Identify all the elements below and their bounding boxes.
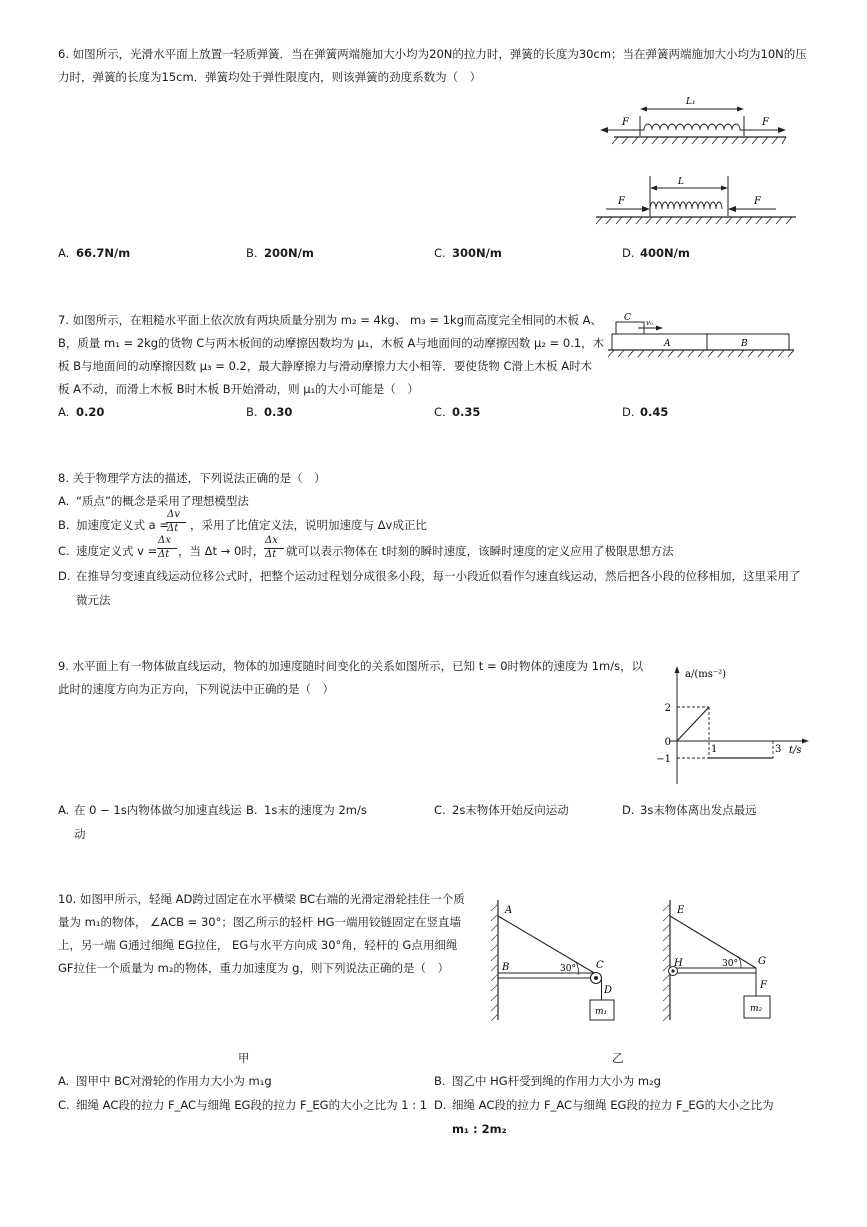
q9-ytick-2: −1 (656, 754, 671, 765)
q8-option-c-mid: ，当 Δt → 0时， (178, 544, 265, 558)
q6-fig-F2-left: F (618, 196, 625, 207)
q6-option-a: 66.7N/m (76, 246, 131, 260)
q7-option-c: 0.35 (452, 405, 481, 419)
q8-option-d-letter: D. (58, 569, 71, 583)
q10-option-a-letter: A. (58, 1074, 70, 1088)
q10-yi-H: H (674, 958, 683, 969)
q7-option-a: 0.20 (76, 405, 105, 419)
q7-stem-line1: 7. 如图所示，在粗糙水平面上依次放有两块质量分别为 m₂ = 4kg、 m₃ = 1kg而高度完全相同的木板 A、 (58, 313, 603, 327)
q9-option-a: 在 0 − 1s内物体做匀加速直线运 (74, 803, 242, 817)
q8-option-b-pre: 加速度定义式 a = (76, 518, 169, 532)
q6-stem-line2: 力时，弹簧的长度为15cm．弹簧均处于弹性限度内，则该弹簧的劲度系数为（ ） (58, 70, 482, 84)
q6-option-d-letter: D. (622, 246, 635, 260)
q10-yi-G: G (758, 956, 766, 967)
q9-ytick-0: 2 (664, 703, 671, 714)
q6-stem-line1: 6. 如图所示，光滑水平面上放置一轻质弹簧．当在弹簧两端施加大小均为20N的拉力时，弹簧的长度为30cm；当在弹簧两端施加大小均为10N的压 (58, 47, 807, 61)
q9-option-a-cont: 动 (74, 827, 86, 841)
q6-option-d: 400N/m (640, 246, 690, 260)
q8-option-c-frac-num: Δx (158, 535, 171, 546)
q7-option-a-letter: A. (58, 405, 70, 419)
q9-option-d: 3s末物体离出发点最远 (640, 803, 757, 817)
q8-option-c-frac2-num: Δx (265, 535, 278, 546)
q7-option-d: 0.45 (640, 405, 669, 419)
q10-option-b-letter: B. (434, 1074, 446, 1088)
q8-option-b-letter: B. (58, 518, 70, 532)
q10-option-c: 细绳 AC段的拉力 F_AC与细绳 EG段的拉力 F_EG的大小之比为 1 : 1 (76, 1098, 428, 1112)
q9-option-c-letter: C. (434, 803, 446, 817)
q10-jia-mass: m₁ (595, 1007, 608, 1017)
q10-option-c-letter: C. (58, 1098, 70, 1112)
q10-stem-line4: GF拉住一个质量为 m₂的物体，重力加速度为 g，则下列说法正确的是（ ） (58, 961, 449, 975)
q9-xtick-1: 1 (711, 744, 718, 755)
q7-stem-line4: 板 A不动，而滑上木板 B时木板 B开始滑动，则 μ₁的大小可能是（ ） (58, 382, 419, 396)
q9-chart-marks (677, 707, 773, 758)
q10-yi-F: F (760, 980, 767, 991)
q7-board-figure (608, 312, 798, 362)
q7-option-b: 0.30 (264, 405, 293, 419)
q6-fig-F-left: F (622, 117, 629, 128)
q10-fig-yi (660, 896, 800, 1026)
q6-fig-L: L (678, 177, 684, 187)
q9-chart-x-arrow (802, 739, 809, 744)
q9-option-d-letter: D. (622, 803, 635, 817)
q10-option-a: 图甲中 BC对滑轮的作用力大小为 m₁g (76, 1074, 272, 1088)
q8-option-d-line1: 在推导匀变速直线运动位移公式时，把整个运动过程划分成很多小段，每一小段近似看作匀速直线运动，然后把各小段的位移相加，这里采用了 (76, 569, 801, 583)
q7-option-d-letter: D. (622, 405, 635, 419)
q8-option-b-frac-den: Δt (167, 523, 179, 534)
q8-option-c-frac2-den: Δt (265, 549, 277, 560)
q9-option-c: 2s末物体开始反向运动 (452, 803, 569, 817)
q10-jia-A: A (505, 905, 513, 916)
q8-option-a: “质点”的概念是采用了理想模型法 (76, 494, 249, 508)
q6-option-b-letter: B. (246, 246, 258, 260)
q9-chart-xlabel: t/s (789, 745, 802, 756)
q8-option-c-letter: C. (58, 544, 70, 558)
q6-option-c-letter: C. (434, 246, 446, 260)
q8-option-c-pre: 速度定义式 v = (76, 544, 158, 558)
q10-fig-jia (488, 896, 628, 1026)
q7-fig-v0: v₀ (646, 319, 653, 327)
q8-option-d-line2: 微元法 (76, 593, 111, 607)
q8-option-a-letter: A. (58, 494, 70, 508)
q10-jia-D: D (604, 985, 613, 996)
q9-chart-ylabel: a/(ms⁻²) (685, 669, 727, 680)
q10-option-d-cont: m₁ : 2m₂ (452, 1122, 507, 1136)
q6-spring-figure (596, 92, 796, 232)
q10-stem-line1: 10. 如图甲所示，轻绳 AD跨过固定在水平横梁 BC右端的光滑定滑轮挂住一个质 (58, 892, 465, 906)
q9-a-t-chart (655, 662, 815, 787)
q7-option-b-letter: B. (246, 405, 258, 419)
q10-caption-jia: 甲 (238, 1051, 250, 1065)
q9-xtick-3: 3 (775, 744, 782, 755)
q10-yi-mass: m₂ (750, 1004, 763, 1014)
q7-fig-A: A (664, 339, 671, 349)
q10-jia-C: C (596, 960, 604, 971)
q7-stem-line2: B，质量 m₁ = 2kg的货物 C与两木板间的动摩擦因数均为 μ₁，木板 A与地面间的动摩擦因数 μ₂ = 0.1，木 (58, 336, 605, 350)
q9-stem-line2: 此时的速度方向为正方向，下列说法中正确的是（ ） (58, 682, 334, 696)
q8-stem: 8. 关于物理学方法的描述，下列说法正确的是（ ） (58, 471, 326, 485)
q6-option-a-letter: A. (58, 246, 70, 260)
q10-option-d: 细绳 AC段的拉力 F_AC与细绳 EG段的拉力 F_EG的大小之比为 (452, 1098, 774, 1112)
q9-stem-line1: 9. 水平面上有一物体做直线运动，物体的加速度随时间变化的关系如图所示，已知 t = 0时物体的速度为 1m/s，以 (58, 659, 644, 673)
q7-fig-C: C (624, 313, 631, 323)
q9-option-a-letter: A. (58, 803, 70, 817)
q6-fig-F-right: F (762, 117, 769, 128)
q7-option-c-letter: C. (434, 405, 446, 419)
q10-option-b: 图乙中 HG杆受到绳的作用力大小为 m₂g (452, 1074, 661, 1088)
q8-option-c-frac-den: Δt (158, 549, 170, 560)
q6-option-c: 300N/m (452, 246, 502, 260)
q8-option-b-post: ，采用了比值定义法，说明加速度与 Δv成正比 (190, 518, 427, 532)
q7-stem-line3: 板 B与地面间的动摩擦因数 μ₃ = 0.2，最大静摩擦力与滑动摩擦力大小相等．要使货物 C滑上木板 A时木 (58, 359, 593, 373)
q8-option-b-frac-num: Δv (167, 509, 180, 520)
q9-series-ramp (677, 707, 709, 741)
q10-caption-yi: 乙 (612, 1051, 624, 1065)
q10-jia-B: B (502, 962, 510, 973)
q10-stem-line2: 量为 m₁的物体， ∠ACB = 30°；图乙所示的轻杆 HG一端用铰链固定在竖直墙 (58, 915, 462, 929)
q9-ytick-1: 0 (664, 737, 671, 748)
q9-chart-ticks (656, 703, 781, 765)
q10-stem-line3: 上，另一端 G通过细绳 EG拉住， EG与水平方向成 30°角，轻杆的 G点用细绳 (58, 938, 458, 952)
q7-fig-B: B (741, 339, 748, 349)
q10-yi-angle: 30° (722, 959, 738, 969)
q10-option-d-letter: D. (434, 1098, 447, 1112)
q9-option-b: 1s末的速度为 2m/s (264, 803, 367, 817)
q9-chart-y-arrow (675, 666, 680, 673)
q6-fig-F2-right: F (754, 196, 761, 207)
q6-fig-L1: L₁ (686, 97, 696, 107)
q10-jia-angle: 30° (560, 964, 576, 974)
q6-option-b: 200N/m (264, 246, 314, 260)
q10-yi-E: E (677, 905, 685, 916)
q9-option-b-letter: B. (246, 803, 258, 817)
q8-option-c-post: 就可以表示物体在 t时刻的瞬时速度，该瞬时速度的定义应用了极限思想方法 (286, 544, 674, 558)
